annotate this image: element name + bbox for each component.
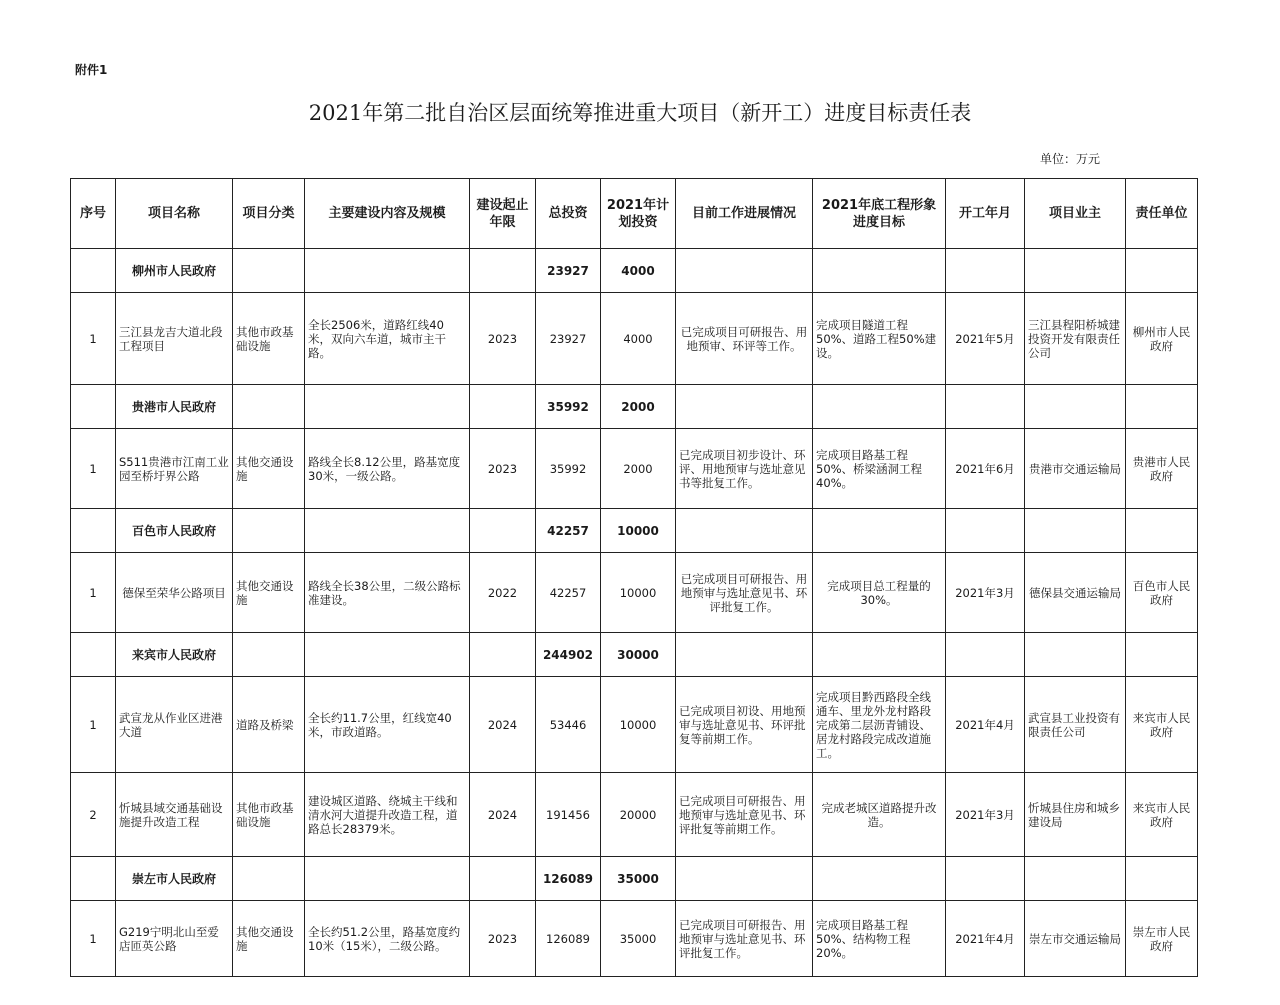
item-plan: 10000 (601, 553, 676, 633)
attachment-label: 附件1 (75, 63, 108, 77)
header-cell: 总投资 (536, 179, 601, 249)
group-total: 35992 (536, 385, 601, 429)
group-plan: 30000 (601, 633, 676, 677)
group-total: 126089 (536, 857, 601, 901)
item-owner: 忻城县住房和城乡建设局 (1025, 773, 1126, 857)
item-years: 2024 (470, 773, 536, 857)
item-category: 其他交通设施 (233, 901, 305, 977)
item-name: S511贵港市江南工业园至桥圩界公路 (116, 429, 233, 509)
item-category: 道路及桥梁 (233, 677, 305, 773)
item-total: 42257 (536, 553, 601, 633)
header-cell: 项目分类 (233, 179, 305, 249)
unit-label: 单位：万元 (1040, 152, 1101, 166)
item-total: 23927 (536, 293, 601, 385)
item-no: 1 (71, 553, 116, 633)
item-unit: 来宾市人民政府 (1126, 677, 1198, 773)
group-name: 柳州市人民政府 (116, 249, 233, 293)
item-start: 2021年4月 (946, 901, 1025, 977)
item-start: 2021年3月 (946, 553, 1025, 633)
table-row (71, 677, 1198, 773)
group-total: 244902 (536, 633, 601, 677)
group-name: 贵港市人民政府 (116, 385, 233, 429)
item-owner: 德保县交通运输局 (1025, 553, 1126, 633)
header-cell: 序号 (71, 179, 116, 249)
table-row (71, 293, 1198, 385)
item-total: 53446 (536, 677, 601, 773)
table-row (71, 553, 1198, 633)
item-target: 完成项目路基工程50%、桥梁涵洞工程40%。 (813, 429, 946, 509)
item-unit: 来宾市人民政府 (1126, 773, 1198, 857)
item-start: 2021年6月 (946, 429, 1025, 509)
item-owner: 贵港市交通运输局 (1025, 429, 1126, 509)
item-target: 完成老城区道路提升改造。 (813, 773, 946, 857)
item-content: 全长2506米，道路红线40米，双向六车道，城市主干路。 (305, 293, 470, 385)
item-plan: 2000 (601, 429, 676, 509)
item-progress: 已完成项目可研报告、用地预审、环评等工作。 (676, 293, 813, 385)
item-years: 2022 (470, 553, 536, 633)
item-plan: 20000 (601, 773, 676, 857)
header-cell: 2021年底工程形象进度目标 (813, 179, 946, 249)
group-plan: 2000 (601, 385, 676, 429)
item-plan: 4000 (601, 293, 676, 385)
item-category: 其他市政基础设施 (233, 293, 305, 385)
item-target: 完成项目黔西路段全线通车、里龙外龙村路段完成第二层沥青铺设、居龙村路段完成改道施工。 (813, 677, 946, 773)
item-unit: 百色市人民政府 (1126, 553, 1198, 633)
item-progress: 已完成项目可研报告、用地预审与选址意见书、环评批复工作。 (676, 553, 813, 633)
item-years: 2023 (470, 293, 536, 385)
header-cell: 建设起止年限 (470, 179, 536, 249)
header-cell: 项目名称 (116, 179, 233, 249)
item-target: 完成项目隧道工程50%、道路工程50%建设。 (813, 293, 946, 385)
item-unit: 柳州市人民政府 (1126, 293, 1198, 385)
item-start: 2021年5月 (946, 293, 1025, 385)
item-progress: 已完成项目初步设计、环评、用地预审与选址意见书等批复工作。 (676, 429, 813, 509)
item-no: 1 (71, 677, 116, 773)
item-name: 忻城县域交通基础设施提升改造工程 (116, 773, 233, 857)
group-row (71, 633, 1198, 677)
table-header-row (71, 179, 1198, 249)
item-total: 35992 (536, 429, 601, 509)
item-category: 其他市政基础设施 (233, 773, 305, 857)
header-cell: 项目业主 (1025, 179, 1126, 249)
group-row (71, 509, 1198, 553)
group-plan: 4000 (601, 249, 676, 293)
item-years: 2024 (470, 677, 536, 773)
item-total: 191456 (536, 773, 601, 857)
item-name: G219宁明北山至爱店匝英公路 (116, 901, 233, 977)
item-content: 全长约11.7公里，红线宽40米，市政道路。 (305, 677, 470, 773)
item-owner: 三江县程阳桥城建投资开发有限责任公司 (1025, 293, 1126, 385)
item-owner: 崇左市交通运输局 (1025, 901, 1126, 977)
item-content: 建设城区道路、绕城主干线和清水河大道提升改造工程，道路总长28379米。 (305, 773, 470, 857)
page-title: 2021年第二批自治区层面统筹推进重大项目（新开工）进度目标责任表 (308, 101, 972, 125)
item-category: 其他交通设施 (233, 553, 305, 633)
item-content: 全长约51.2公里，路基宽度约10米（15米），二级公路。 (305, 901, 470, 977)
group-name: 崇左市人民政府 (116, 857, 233, 901)
group-row (71, 249, 1198, 293)
header-cell: 开工年月 (946, 179, 1025, 249)
item-category: 其他交通设施 (233, 429, 305, 509)
group-row (71, 857, 1198, 901)
item-progress: 已完成项目初设、用地预审与选址意见书、环评批复等前期工作。 (676, 677, 813, 773)
item-unit: 崇左市人民政府 (1126, 901, 1198, 977)
header-cell: 责任单位 (1126, 179, 1198, 249)
item-years: 2023 (470, 901, 536, 977)
item-no: 2 (71, 773, 116, 857)
group-plan: 35000 (601, 857, 676, 901)
item-owner: 武宣县工业投资有限责任公司 (1025, 677, 1126, 773)
item-name: 武宣龙从作业区进港大道 (116, 677, 233, 773)
group-name: 百色市人民政府 (116, 509, 233, 553)
item-no: 1 (71, 293, 116, 385)
group-plan: 10000 (601, 509, 676, 553)
table-row (71, 901, 1198, 977)
group-total: 23927 (536, 249, 601, 293)
item-no: 1 (71, 901, 116, 977)
item-name: 德保至荣华公路项目 (116, 553, 233, 633)
item-start: 2021年3月 (946, 773, 1025, 857)
header-cell: 目前工作进展情况 (676, 179, 813, 249)
item-unit: 贵港市人民政府 (1126, 429, 1198, 509)
group-total: 42257 (536, 509, 601, 553)
item-plan: 35000 (601, 901, 676, 977)
item-name: 三江县龙吉大道北段工程项目 (116, 293, 233, 385)
item-plan: 10000 (601, 677, 676, 773)
table-row (71, 773, 1198, 857)
item-total: 126089 (536, 901, 601, 977)
item-years: 2023 (470, 429, 536, 509)
item-content: 路线全长8.12公里，路基宽度30米，一级公路。 (305, 429, 470, 509)
table-row (71, 429, 1198, 509)
header-cell: 主要建设内容及规模 (305, 179, 470, 249)
item-start: 2021年4月 (946, 677, 1025, 773)
header-cell: 2021年计划投资 (601, 179, 676, 249)
item-no: 1 (71, 429, 116, 509)
progress-table (70, 178, 1198, 977)
item-content: 路线全长38公里，二级公路标准建设。 (305, 553, 470, 633)
item-progress: 已完成项目可研报告、用地预审与选址意见书、环评批复工作。 (676, 901, 813, 977)
item-target: 完成项目路基工程50%、结构物工程20%。 (813, 901, 946, 977)
item-target: 完成项目总工程量的30%。 (813, 553, 946, 633)
group-row (71, 385, 1198, 429)
item-progress: 已完成项目可研报告、用地预审与选址意见书、环评批复等前期工作。 (676, 773, 813, 857)
group-name: 来宾市人民政府 (116, 633, 233, 677)
